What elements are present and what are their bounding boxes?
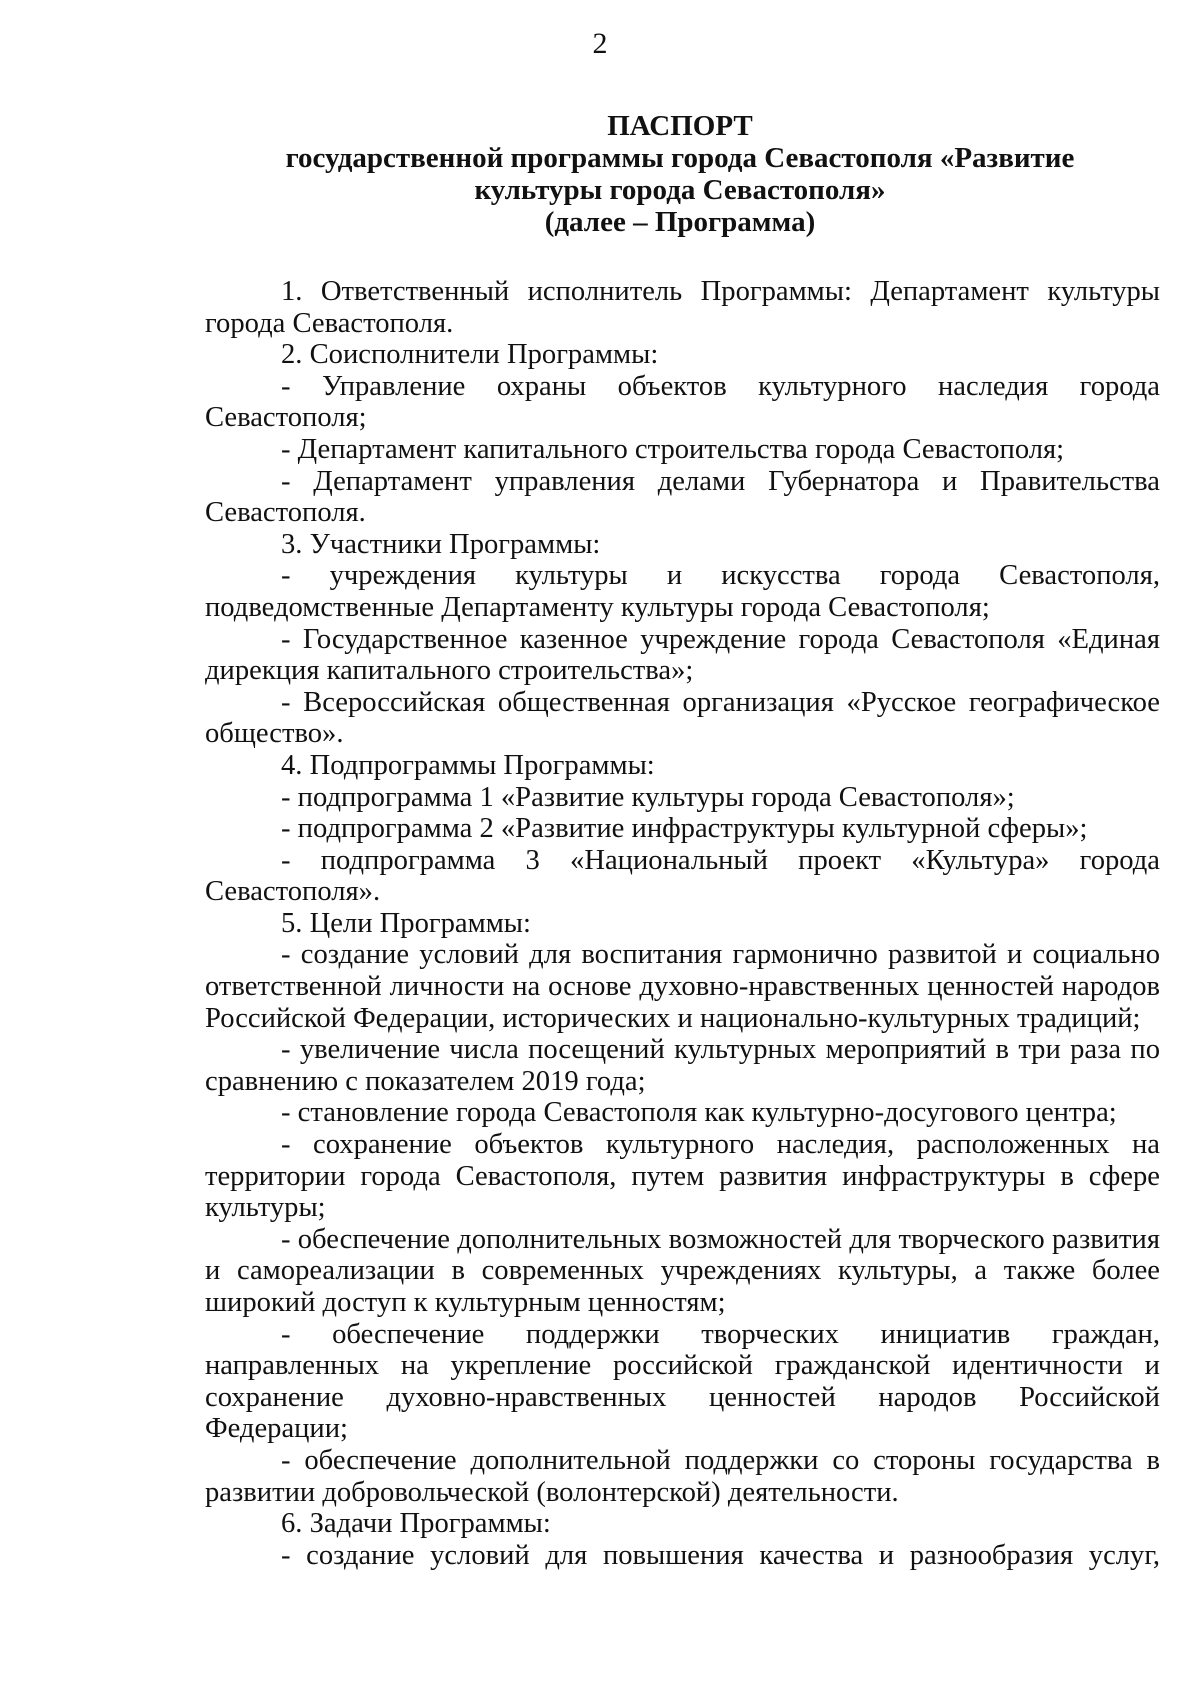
list-item-goal: - создание условий для воспитания гармонично развитой и социально ответственной личности на основе духовно-нравственных ценностей народов Российской Федерации, исторических и национально-культурных традиций; xyxy=(205,939,1160,1034)
list-item-goal: - обеспечение поддержки творческих инициатив граждан, направленных на укрепление российской гражданской идентичности и сохранение духовно-нравственных ценностей народов Российской Федерации; xyxy=(205,1318,1160,1445)
list-item-subprogram: - подпрограмма 2 «Развитие инфраструктуры культурной сферы»; xyxy=(281,813,1088,845)
list-item-co-executor: - Департамент капитального строительства города Севастополя; xyxy=(281,433,1065,465)
list-item-goal: - становление города Севастополя как культурно-досугового центра; xyxy=(281,1097,1117,1129)
list-item-goal: - обеспечение дополнительной поддержки со стороны государства в развитии добровольческой (волонтерской) деятельности. xyxy=(205,1444,1160,1508)
document-title xyxy=(200,110,1160,238)
page-number: 2 xyxy=(592,27,608,60)
list-item-participant: - Всероссийская общественная организация «Русское географическое общество». xyxy=(205,686,1160,750)
title-line-1: ПАСПОРТ xyxy=(607,110,753,142)
list-item-task: - создание условий для повышения качества и разнообразия услуг, xyxy=(281,1539,1160,1571)
list-item-goal: - сохранение объектов культурного наследия, расположенных на территории города Севастополя, путем развития инфраструктуры в сфере культуры; xyxy=(205,1129,1160,1224)
title-line-3: культуры города Севастополя» xyxy=(474,174,886,206)
list-item-co-executor: - Департамент управления делами Губернатора и Правительства Севастополя. xyxy=(205,465,1160,529)
list-item-goal: - увеличение числа посещений культурных мероприятий в три раза по сравнению с показателем 2019 года; xyxy=(205,1034,1160,1097)
list-item-subprogram: - подпрограмма 1 «Развитие культуры города Севастополя»; xyxy=(281,781,1015,813)
list-item-participant: - Государственное казенное учреждение города Севастополя «Единая дирекция капитального строительства»; xyxy=(205,623,1160,687)
paragraph-responsible-executor: 1. Ответственный исполнитель Программы: Департамент культуры города Севастополя. xyxy=(205,276,1160,339)
title-line-2: государственной программы города Севастополя «Развитие xyxy=(285,142,1075,174)
title-line-4: (далее – Программа) xyxy=(544,206,816,238)
list-item-goal: - обеспечение дополнительных возможностей для творческого развития и самореализации в современных учреждениях культуры, а также более широкий доступ к культурным ценностям; xyxy=(205,1223,1160,1318)
list-item-co-executor: - Управление охраны объектов культурного наследия города Севастополя; xyxy=(205,370,1160,434)
paragraph-goals-heading: 5. Цели Программы: xyxy=(281,907,531,939)
paragraph-tasks-heading: 6. Задачи Программы: xyxy=(281,1508,551,1540)
list-item-subprogram: - подпрограмма 3 «Национальный проект «Культура» города Севастополя». xyxy=(205,844,1160,908)
paragraph-subprograms-heading: 4. Подпрограммы Программы: xyxy=(281,749,655,781)
list-item-participant: - учреждения культуры и искусства города Севастополя, подведомственные Департаменту культуры города Севастополя; xyxy=(205,560,1160,623)
document-body xyxy=(205,276,1160,1571)
paragraph-co-executors-heading: 2. Соисполнители Программы: xyxy=(281,339,659,371)
paragraph-participants-heading: 3. Участники Программы: xyxy=(281,528,601,560)
